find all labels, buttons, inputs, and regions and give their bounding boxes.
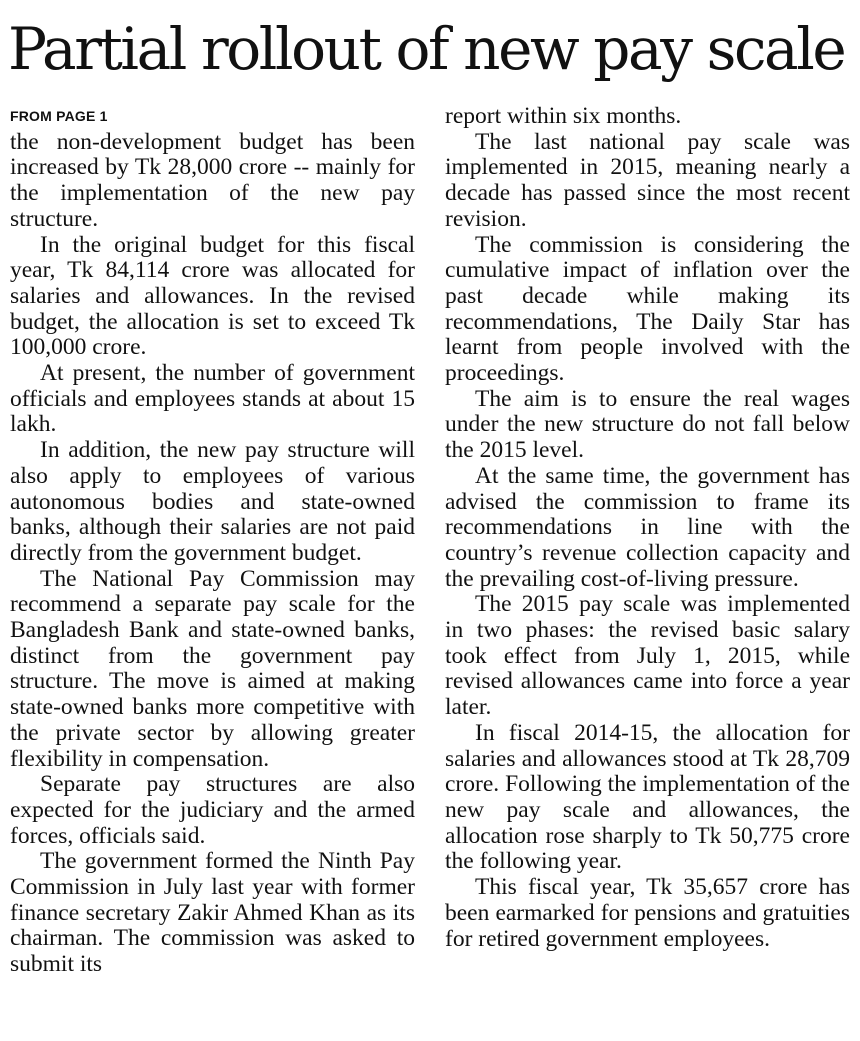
paragraph: In fiscal 2014-15, the allocation for salaries and allowances stood at Tk 28,709 crore. Following the implementation of the new pay scale and allowances, the allocation rose sharply to Tk 50,775 crore the following year. bbox=[445, 719, 850, 875]
paragraph: the non-development budget has been increased by Tk 28,000 crore -- mainly for the implementation of the new pay structure. bbox=[10, 128, 415, 232]
paragraph: At the same time, the government has advised the commission to frame its recommendations in line with the country’s revenue collection capacity and the prevailing cost-of-living pressure. bbox=[445, 462, 850, 592]
paragraph: The 2015 pay scale was implemented in two phases: the revised basic salary took effect from July 1, 2015, while revised allowances came into force a year later. bbox=[445, 591, 850, 721]
article-column-left bbox=[10, 104, 415, 978]
paragraph: The last national pay scale was implemented in 2015, meaning nearly a decade has passed since the most recent revision. bbox=[445, 128, 850, 232]
paragraph: In addition, the new pay structure will also apply to employees of various autonomous bodies and state-owned banks, although their salaries are not paid directly from the government budget. bbox=[10, 437, 415, 566]
article-column-right bbox=[445, 104, 850, 952]
paragraph: The National Pay Commission may recommend a separate pay scale for the Bangladesh Bank and state-owned banks, distinct from the government pay structure. The move is aimed at making state-owned banks more competitive with the private sector by allowing greater flexibility in compensation. bbox=[10, 565, 415, 772]
paragraph: This fiscal year, Tk 35,657 crore has been earmarked for pensions and gratuities for retired government employees. bbox=[445, 874, 850, 952]
paragraph: At present, the number of government officials and employees stands at about 15 lakh. bbox=[10, 360, 415, 438]
article-headline: Partial rollout of new pay scale bbox=[8, 15, 845, 83]
continuation-kicker: FROM PAGE 1 bbox=[10, 108, 108, 124]
paragraph: report within six months. bbox=[445, 103, 682, 129]
paragraph: The commission is considering the cumulative impact of inflation over the past decade while making its recommendations, The Daily Star has learnt from people involved with the proceedings. bbox=[445, 231, 850, 387]
paragraph: The aim is to ensure the real wages under the new structure do not fall below the 2015 level. bbox=[445, 385, 850, 464]
paragraph: In the original budget for this fiscal year, Tk 84,114 crore was allocated for salaries and allowances. In the revised budget, the allocation is set to exceed Tk 100,000 crore. bbox=[10, 231, 415, 361]
paragraph: Separate pay structures are also expected for the judiciary and the armed forces, officials said. bbox=[10, 771, 415, 849]
paragraph: The government formed the Ninth Pay Commission in July last year with former finance secretary Zakir Ahmed Khan as its chairman. The commission was asked to submit its bbox=[10, 848, 415, 978]
